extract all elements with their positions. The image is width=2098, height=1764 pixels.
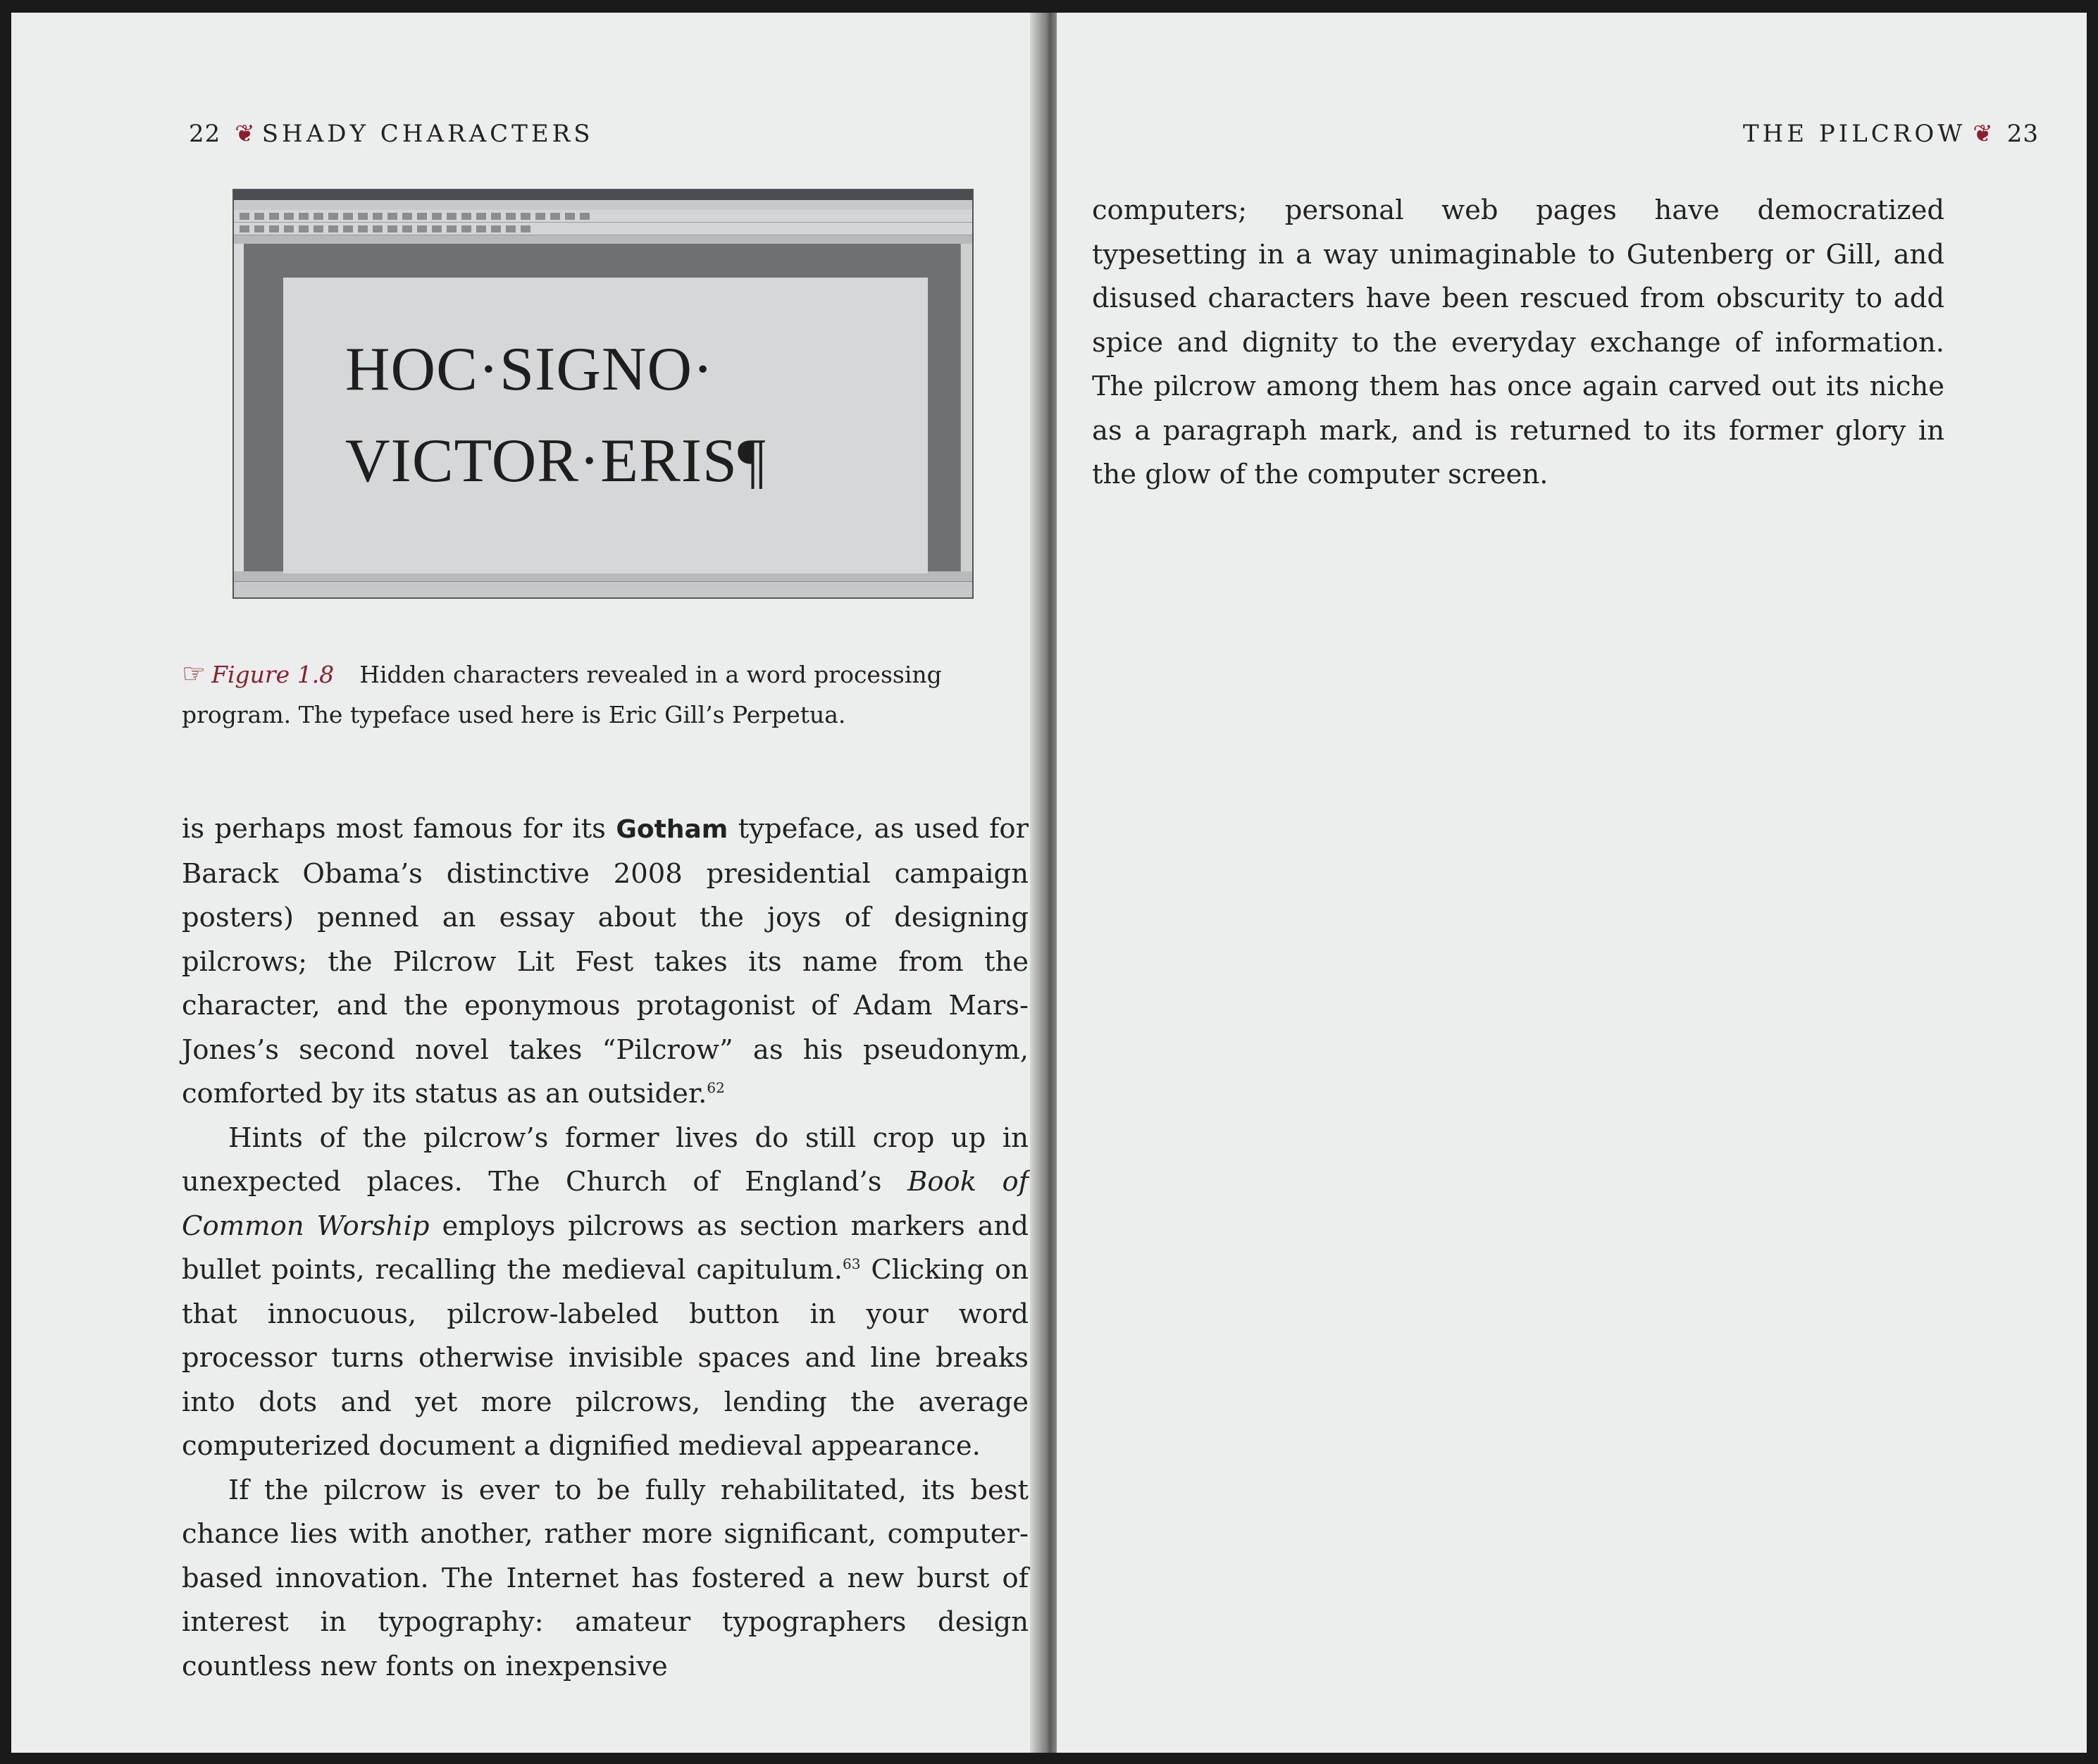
- figure-doc-line-2: VICTOR·ERIS¶: [345, 427, 766, 495]
- ornament-icon: ❦: [235, 120, 255, 148]
- running-head-title: SHADY CHARACTERS: [261, 120, 594, 148]
- figure-vertical-ruler: [234, 244, 244, 571]
- caption-text: Hidden characters revealed in a word processing program. The typeface used here is Eric Gill’s Perpetua.: [182, 661, 942, 728]
- paragraph: If the pilcrow is ever to be fully rehabilitated, its best chance lies with another, rather more significant, computer-based innovation. The Internet has fostered a new burst of interest in typography: amateur typographers design countless new fonts on inexpensive: [182, 1474, 1029, 1682]
- figure-format-toolbar: [234, 223, 972, 235]
- figure-workspace: [234, 244, 972, 571]
- page-number-right: 23: [2006, 120, 2039, 148]
- figure-word-processor-screenshot: [232, 189, 974, 599]
- left-page: [11, 13, 1040, 1753]
- ornament-icon: ❦: [1973, 120, 1993, 148]
- figure-toolbar: [234, 210, 972, 223]
- page-number-left: 22: [189, 120, 221, 148]
- gotham-word: Gotham: [616, 815, 728, 844]
- paragraph: Hints of the pilcrow’s former lives do still crop up in unexpected places. The Church of England’s Book of Common Worship employs pilcrows as section markers and bullet points, recalling the medieval capitulum.$^{63}$ Clicking on that innocuous, pilcrow-labeled button in your word processor turns otherwise invisible spaces and line breaks into dots and yet more pilcrows, lending the average computerized document a dignified medieval appearance.: [182, 1122, 1029, 1462]
- right-body-text: [1092, 189, 1944, 497]
- running-head-title: THE PILCROW: [1742, 120, 1966, 148]
- figure-label: Figure 1.8: [211, 661, 335, 688]
- left-running-head: [182, 120, 594, 148]
- footnote-ref: 63: [843, 1255, 861, 1273]
- right-page: [1057, 13, 2087, 1753]
- figure-scrollbar: [960, 244, 972, 571]
- figure-statusbar: [234, 581, 972, 597]
- pointing-hand-icon: ☞: [182, 658, 206, 689]
- figure-caption: [182, 654, 978, 735]
- paragraph: is perhaps most famous for its Gotham typeface, as used for Barack Obama’s distinctive 2008 presidential campaign posters) penned an essay about the joys of designing pilcrows; the Pilcrow Lit Fest takes its name from the character, and the eponymous protagonist of Adam Mars-Jones’s second novel takes “Pilcrow” as his pseudonym, comforted by its status as an outsider.$^{62}$: [182, 813, 1029, 1110]
- footnote-ref: 62: [707, 1079, 725, 1097]
- paragraph: computers; personal web pages have democratized typesetting in a way unimaginable to Gutenberg or Gill, and disused characters have been rescued from obscurity to add spice and dignity to the everyday exchange of information. The pilcrow among them has once again carved out its niche as a paragraph mark, and is returned to its former glory in the glow of the computer screen.: [1092, 194, 1944, 490]
- figure-menubar: [234, 200, 972, 210]
- figure-document-page: [283, 278, 928, 573]
- left-body-text: [182, 807, 1029, 1689]
- figure-doc-line-1: HOC·SIGNO·: [345, 335, 714, 404]
- figure-titlebar: [234, 190, 972, 200]
- book-title: Book of Common Worship: [182, 1166, 1029, 1242]
- right-running-head: [1743, 120, 2046, 148]
